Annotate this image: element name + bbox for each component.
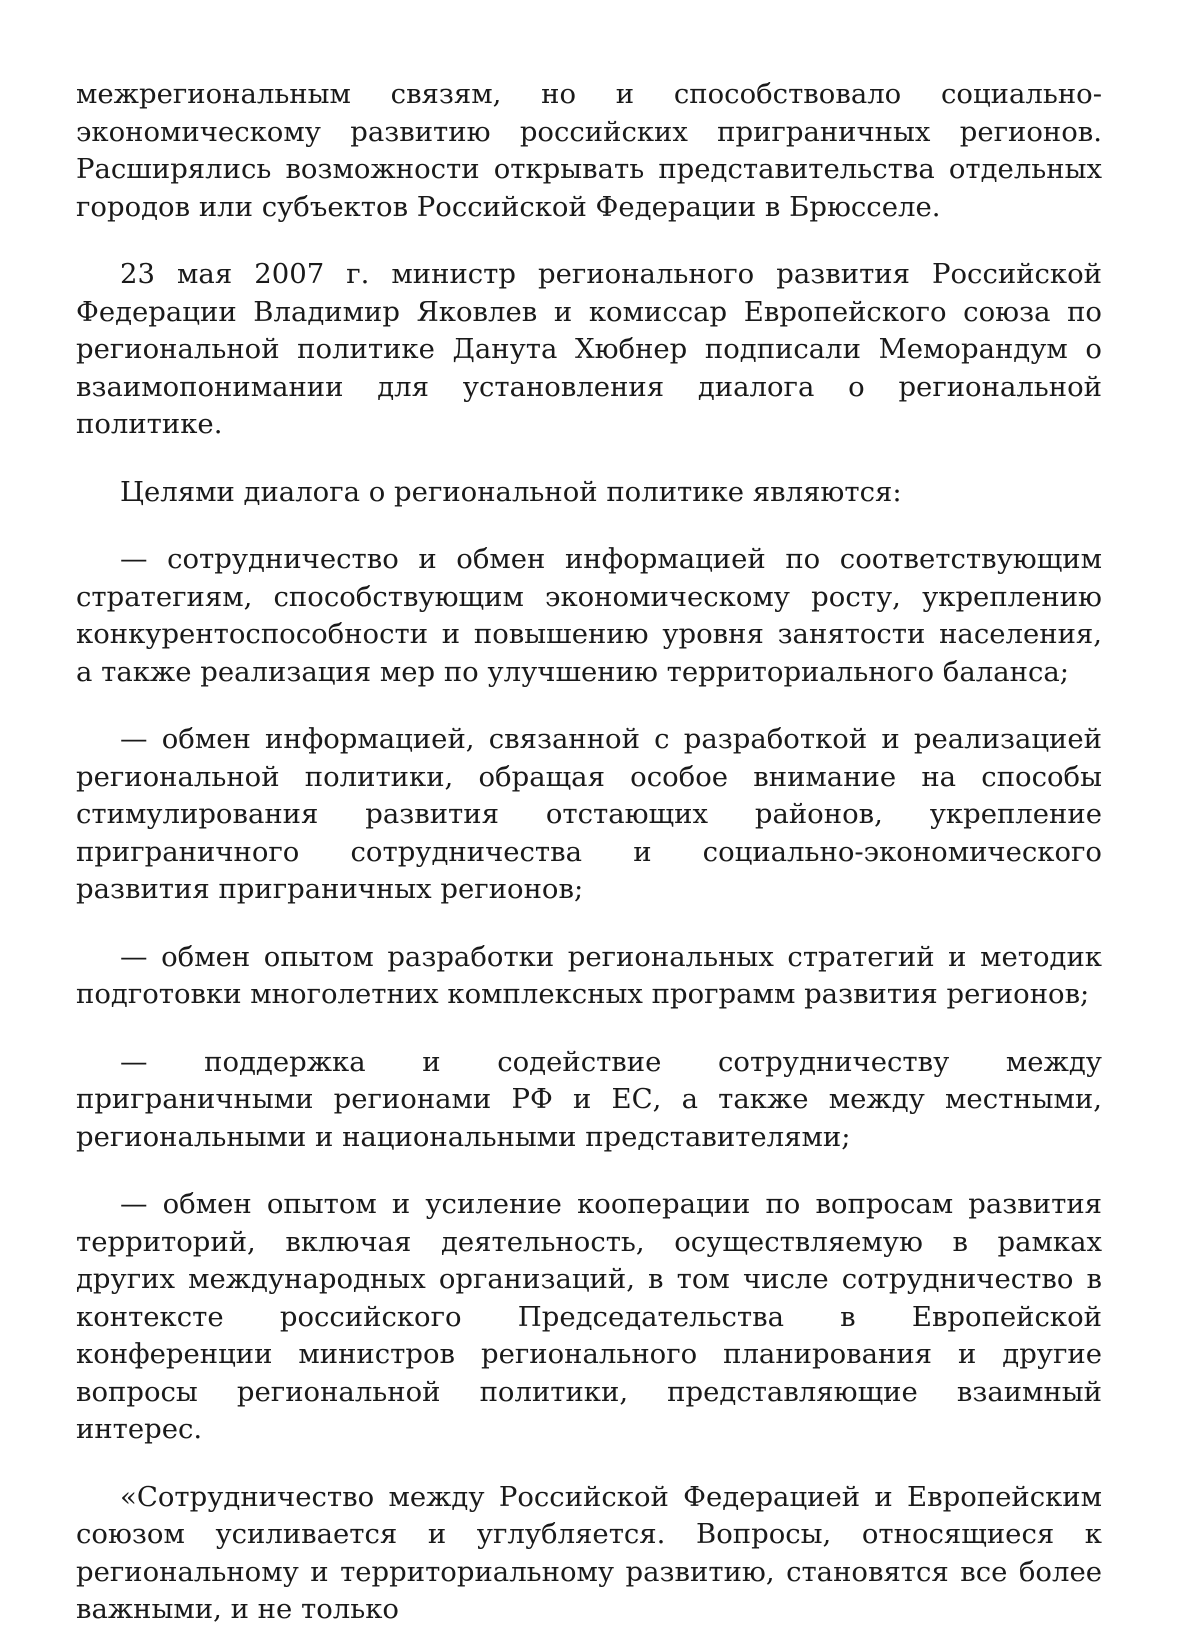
paragraph-goals-intro: Целями диалога о региональной политике являются:: [120, 475, 902, 508]
paragraph-memorandum: 23 мая 2007 г. министр регионального развития Российской Федерации Владимир Яковлев и комиссар Европейского союза по региональной политике Данута Хюбнер подписали Меморандум о взаимопонимании для установления диалога о региональной политике.: [76, 258, 1102, 440]
list-item-goal-3: — обмен опытом разработки региональных стратегий и методик подготовки многолетних комплексных программ развития регионов;: [76, 940, 1102, 1010]
paragraph-continuation: межрегиональным связям, но и способствовало социально-экономическому развитию российских приграничных регионов. Расширялись возможности открывать представительства отдельных городов или субъектов Российской Федерации в Брюсселе.: [76, 78, 1102, 223]
list-item-goal-5: — обмен опытом и усиление кооперации по вопросам развития территорий, включая деятельность, осуществляемую в рамках других международных организаций, в том числе сотрудничество в контексте российского Председательства в Европейской конференции министров регионального планирования и другие вопросы региональной политики, представляющие взаимный интерес.: [76, 1188, 1102, 1445]
list-item-goal-1: — сотрудничество и обмен информацией по соответствующим стратегиям, способствующим экономическому росту, укреплению конкурентоспособности и повышению уровня занятости населения, а также реализация мер по улучшению территориального баланса;: [76, 543, 1102, 688]
paragraph-quote: «Сотрудничество между Российской Федерацией и Европейским союзом усиливается и углубляется. Вопросы, относящиеся к региональному и территориальному развитию, становятся все более важными, и не только: [76, 1480, 1102, 1625]
document-page: [76, 76, 1102, 1629]
list-item-goal-2: — обмен информацией, связанной с разработкой и реализацией региональной политики, обращая особое внимание на способы стимулирования развития отстающих районов, укрепление приграничного сотрудничества и социально-экономического развития приграничных регионов;: [76, 723, 1102, 905]
list-item-goal-4: — поддержка и содействие сотрудничеству между приграничными регионами РФ и ЕС, а также между местными, региональными и национальными представителями;: [76, 1045, 1102, 1153]
